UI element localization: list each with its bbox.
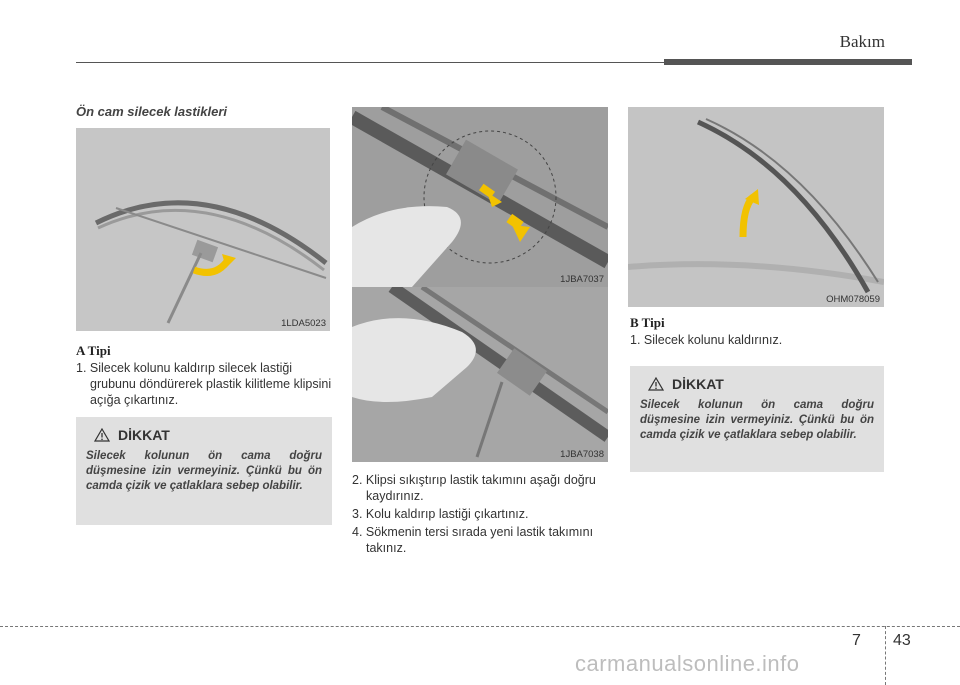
figure-code: OHM078059: [826, 294, 880, 305]
figure-clip-release: [352, 107, 608, 287]
step-2: 2. Klipsi sıkıştırıp lastik takımını aşağı doğru kaydırınız.: [352, 473, 596, 503]
clip-illustration: [352, 107, 608, 287]
figure-blade-slide: [352, 287, 608, 462]
section-title: Bakım: [839, 32, 885, 51]
figure-code: 1JBA7038: [560, 449, 604, 460]
blade-illustration: [352, 287, 608, 462]
type-a-heading: A Tipi: [76, 343, 111, 358]
warning-header: [648, 376, 874, 392]
chapter-number: 7: [852, 632, 861, 649]
type-b-heading: B Tipi: [630, 315, 665, 330]
warning-box-right: [630, 366, 884, 472]
type-b-steps: [630, 332, 886, 350]
wiper-b-illustration: [628, 107, 884, 307]
warning-triangle-icon: [94, 428, 110, 442]
page-number: 43: [893, 632, 911, 649]
warning-header: [94, 427, 322, 443]
type-b-step-1: 1. Silecek kolunu kaldırınız.: [630, 333, 783, 347]
type-a-steps: [76, 360, 332, 410]
warning-text: Silecek kolunun ön cama doğru düşmesine izin vermeyiniz. Çünkü bu ön camda çizik ve çatlaklara sebep olabilir.: [86, 450, 322, 492]
step-4: 4. Sökmenin tersi sırada yeni lastik takımını takınız.: [352, 525, 594, 555]
figure-code: 1LDA5023: [281, 318, 326, 329]
warning-title: DİKKAT: [672, 376, 724, 392]
warning-text: Silecek kolunun ön cama doğru düşmesine izin vermeyiniz. Çünkü bu ön camda çizik ve çatlaklara sebep olabilir.: [640, 399, 874, 441]
figure-wiper-type-a: [76, 128, 330, 331]
header-rule: [76, 62, 664, 63]
footer-divider: [885, 626, 886, 685]
warning-box-left: [76, 417, 332, 525]
figure-code: 1JBA7037: [560, 274, 604, 285]
watermark: carmanualsonline.info: [575, 651, 800, 676]
figure-wiper-type-b: [628, 107, 884, 307]
header-rule-accent: [664, 59, 912, 65]
page-subtitle: Ön cam silecek lastikleri: [76, 104, 228, 119]
footer-rule: [0, 626, 960, 627]
middle-steps: [352, 472, 608, 558]
step-3: 3. Kolu kaldırıp lastiği çıkartınız.: [352, 507, 529, 521]
warning-triangle-icon: [648, 377, 664, 391]
warning-title: DİKKAT: [118, 427, 170, 443]
wiper-illustration: [76, 128, 330, 331]
type-a-step-1: 1. Silecek kolunu kaldırıp silecek lastiği grubunu döndürerek plastik kilitleme klipsini açığa çıkartınız.: [76, 361, 332, 407]
